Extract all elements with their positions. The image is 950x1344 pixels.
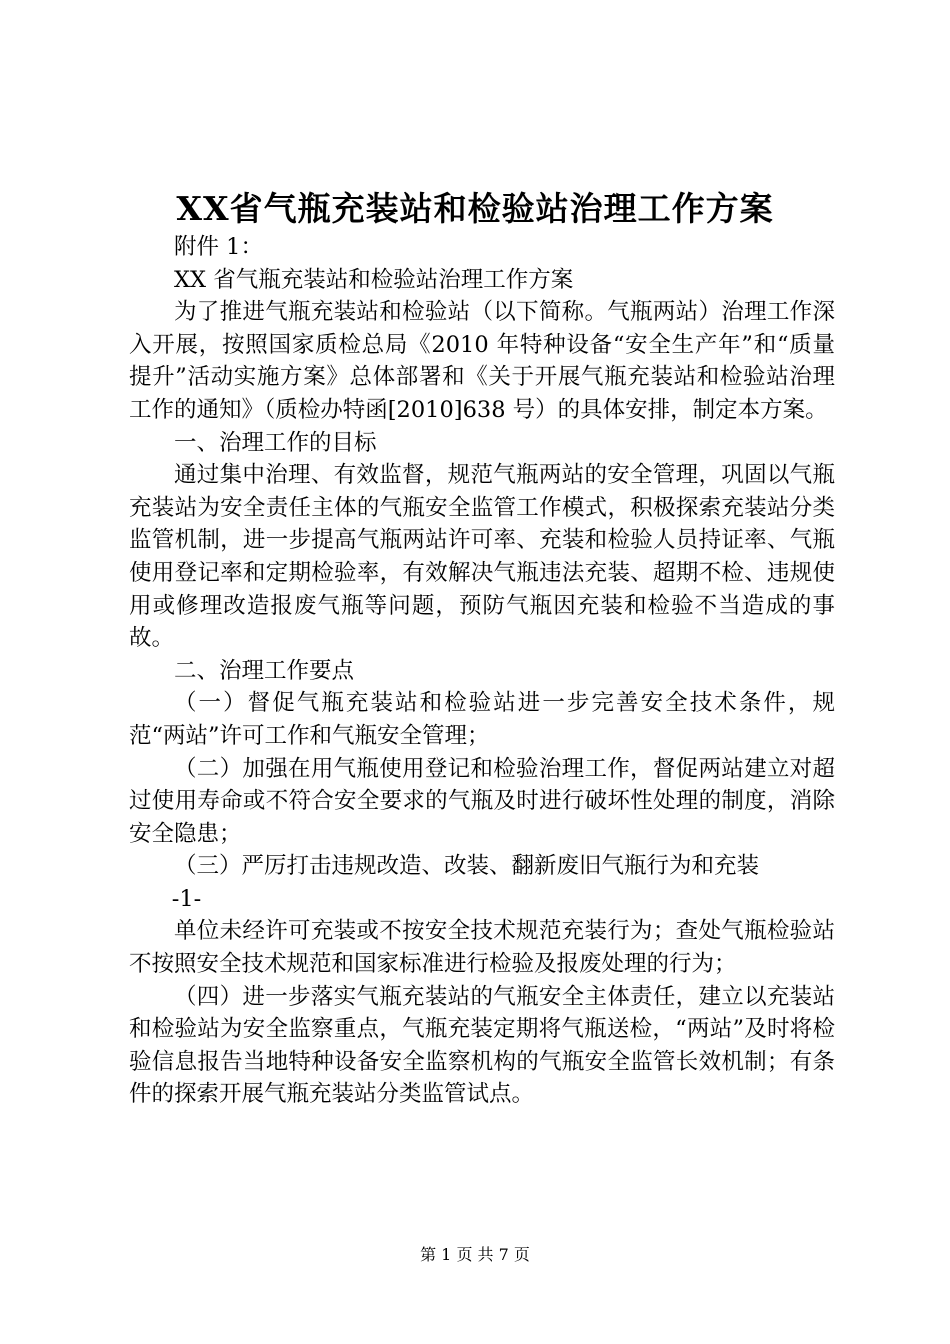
section-heading-goals: 一、治理工作的目标 — [174, 429, 377, 456]
document-body — [129, 231, 835, 1111]
key-point-2: （二）加强在用气瓶使用登记和检验治理工作，督促两站建立对超过使用寿命或不符合安全要求的气瓶及时进行破坏性处理的制度，消除安全隐患； — [129, 755, 835, 847]
section-heading-key-points: 二、治理工作要点 — [174, 657, 355, 684]
inline-page-number: -1- — [171, 885, 202, 912]
subtitle-paragraph: XX 省气瓶充装站和检验站治理工作方案 — [174, 266, 574, 293]
key-point-4: （四）进一步落实气瓶充装站的气瓶安全主体责任，建立以充装站和检验站为安全监察重点，气瓶充装定期将气瓶送检，“两站”及时将检验信息报告当地特种设备安全监察机构的气瓶安全监管长效机制；有条件的探索开展气瓶充装站分类监管试点。 — [129, 983, 835, 1108]
key-point-3-continued: 单位未经许可充装或不按安全技术规范充装行为；查处气瓶检验站不按照安全技术规范和国家标准进行检验及报废处理的行为； — [129, 918, 835, 978]
attachment-label: 附件 1： — [174, 234, 263, 260]
intro-paragraph: 为了推进气瓶充装站和检验站（以下简称。气瓶两站）治理工作深入开展，按照国家质检总局《2010 年特种设备“安全生产年”和“质量提升”活动实施方案》总体部署和《关于开展气瓶充装站和检验站治理工作的通知》（质检办特函[2010]638 号）的具体安排，制定本方案。 — [129, 299, 835, 423]
key-point-3: （三）严厉打击违规改造、改装、翻新废旧气瓶行为和充装 — [174, 853, 760, 880]
document-title: XX省气瓶充装站和检验站治理工作方案 — [176, 189, 774, 228]
key-point-1: （一）督促气瓶充装站和检验站进一步完善安全技术条件，规范“两站”许可工作和气瓶安全管理； — [129, 690, 835, 749]
page-footer: 第 1 页 共 7 页 — [420, 1245, 530, 1264]
goals-paragraph: 通过集中治理、有效监督，规范气瓶两站的安全管理，巩固以气瓶充装站为安全责任主体的气瓶安全监管工作模式，积极探索充装站分类监管机制，进一步提高气瓶两站许可率、充装和检验人员持证率、气瓶使用登记率和定期检验率，有效解决气瓶违法充装、超期不检、违规使用或修理改造报废气瓶等问题，预防气瓶因充装和检验不当造成的事故。 — [129, 462, 835, 652]
